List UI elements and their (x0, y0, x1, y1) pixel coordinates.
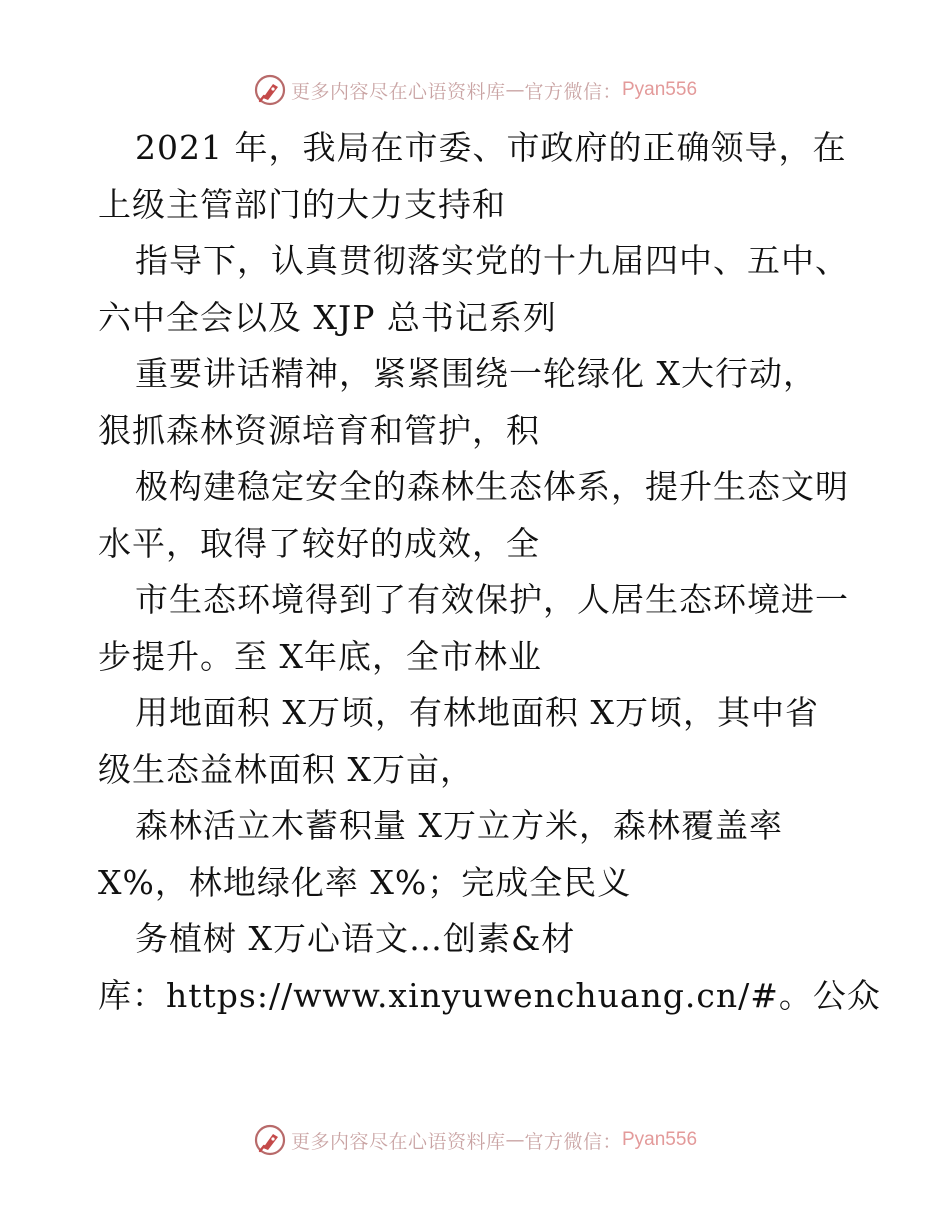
document-body (98, 120, 881, 1024)
paragraph-line: 狠抓森林资源培育和管护，积 (98, 410, 540, 450)
paragraph-line: 极构建稳定安全的森林生态体系，提升生态文明 (135, 467, 849, 506)
footer-watermark-banner (0, 1120, 950, 1160)
paragraph-line: 六中全会以及 XJP 总书记系列 (98, 297, 557, 337)
banner-title: 更多内容尽在心语资料库 (290, 80, 506, 103)
paragraph-line: 重要讲话精神，紧紧围绕一轮绿化 X大行动， (135, 354, 817, 393)
banner-title: 更多内容尽在心语资料库 (290, 1130, 506, 1153)
paragraph-line: 务植树 X万心语文…创素&材 (135, 919, 576, 958)
paragraph-line: 市生态环境得到了有效保护，人居生态环境进一 (135, 580, 849, 619)
banner-contact-label: 官方微信： (524, 1130, 622, 1153)
paragraph-line: 库：https://www.xinyuwenchuang.cn/#。公众 (98, 975, 881, 1015)
header-watermark-banner (0, 70, 950, 110)
pen-nib-logo-icon (253, 1123, 287, 1157)
paragraph-line: 步提升。至 X年底，全市林业 (98, 636, 542, 676)
paragraph-line: 上级主管部门的大力支持和 (98, 184, 506, 224)
paragraph-line: 用地面积 X万顷，有林地面积 X万顷，其中省 (135, 693, 819, 732)
paragraph-line: 水平，取得了较好的成效，全 (98, 523, 540, 563)
banner-separator: — (505, 1129, 525, 1151)
pen-nib-logo-icon (253, 73, 287, 107)
paragraph-line: 级生态益林面积 X万亩， (98, 749, 474, 789)
banner-wechat-id: Pyan556 (622, 79, 698, 100)
paragraph-line: X%，林地绿化率 X%；完成全民义 (98, 862, 632, 902)
banner-separator: — (505, 79, 525, 101)
paragraph-line: 森林活立木蓄积量 X万立方米，森林覆盖率 (135, 806, 783, 845)
banner-contact-label: 官方微信： (524, 80, 622, 103)
paragraph-line: 指导下，认真贯彻落实党的十九届四中、五中、 (135, 241, 849, 280)
banner-wechat-id: Pyan556 (622, 1129, 698, 1150)
paragraph-line: 2021 年，我局在市委、市政府的正确领导，在 (135, 128, 847, 167)
